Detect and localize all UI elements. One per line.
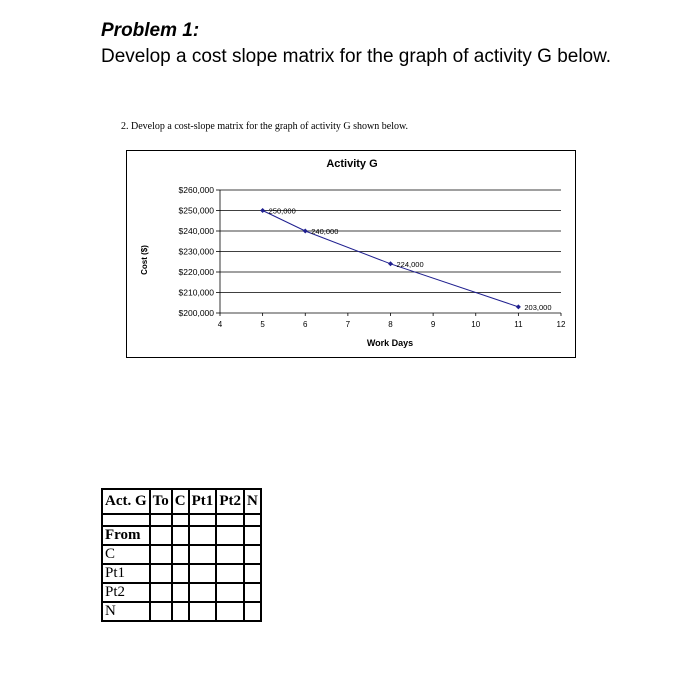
x-tick-label: 7 — [345, 320, 351, 329]
matrix-cell[interactable] — [216, 526, 244, 545]
chart-title: Activity G — [326, 158, 378, 170]
y-tick-label: $210,000 — [178, 287, 214, 298]
matrix-header-act: Act. G — [102, 489, 150, 514]
matrix-header-to: To — [150, 489, 172, 514]
x-tick-label: 4 — [217, 320, 223, 329]
y-tick-label: $250,000 — [178, 205, 214, 216]
data-label: 250,000 — [268, 206, 296, 216]
matrix-row-n — [102, 602, 261, 621]
matrix-cell[interactable] — [150, 545, 172, 564]
problem-text: Develop a cost slope matrix for the graph of activity G below. — [101, 46, 612, 67]
matrix-cell[interactable] — [216, 583, 244, 602]
matrix-cell[interactable] — [244, 564, 261, 583]
matrix-cell[interactable] — [189, 583, 217, 602]
matrix-gap-row — [102, 514, 261, 526]
matrix-header-n: N — [244, 489, 261, 514]
matrix-cell[interactable] — [172, 545, 189, 564]
matrix-cell[interactable] — [172, 583, 189, 602]
matrix-row-pt1 — [102, 564, 261, 583]
matrix-cell[interactable] — [150, 602, 172, 621]
matrix-cell[interactable] — [244, 583, 261, 602]
problem-title: Problem 1: — [101, 20, 200, 41]
matrix-header-c: C — [172, 489, 189, 514]
y-tick-label: $230,000 — [178, 246, 214, 257]
matrix-row-label: N — [102, 602, 150, 621]
y-axis-label: Cost ($) — [140, 245, 149, 275]
y-tick-label: $240,000 — [178, 226, 214, 236]
matrix-cell[interactable] — [244, 602, 261, 621]
matrix-cell[interactable] — [172, 564, 189, 583]
matrix-cell[interactable] — [189, 602, 217, 621]
matrix-header-pt2: Pt2 — [216, 489, 244, 514]
matrix-row-label: Pt2 — [102, 583, 150, 602]
x-tick-label: 9 — [430, 320, 436, 329]
matrix-cell[interactable] — [189, 564, 217, 583]
y-tick-label: $260,000 — [178, 185, 214, 195]
matrix-cell[interactable] — [216, 545, 244, 564]
y-tick-label: $220,000 — [178, 267, 214, 277]
cost-slope-matrix — [101, 488, 262, 622]
activity-g-chart — [126, 150, 576, 358]
sub-instruction: 2. Develop a cost-slope matrix for the graph of activity G shown below. — [121, 121, 409, 132]
matrix-row-c — [102, 545, 261, 564]
x-tick-label: 11 — [514, 320, 523, 329]
data-label: 224,000 — [396, 259, 424, 269]
matrix-cell[interactable] — [244, 526, 261, 545]
matrix-row-label: C — [102, 545, 150, 564]
matrix-cell[interactable] — [150, 564, 172, 583]
x-tick-label: 6 — [303, 320, 308, 329]
matrix-row-label: Pt1 — [102, 564, 150, 583]
matrix-from-label: From — [102, 526, 150, 545]
data-label: 203,000 — [524, 302, 552, 312]
matrix-cell[interactable] — [172, 602, 189, 621]
x-tick-label: 8 — [388, 320, 393, 329]
matrix-cell[interactable] — [189, 545, 217, 564]
matrix-cell[interactable] — [216, 602, 244, 621]
y-tick-label: $200,000 — [178, 308, 214, 318]
matrix-header-row — [102, 489, 261, 514]
matrix-from-row — [102, 526, 261, 545]
matrix-cell[interactable] — [150, 526, 172, 545]
matrix-header-pt1: Pt1 — [189, 489, 217, 514]
matrix-cell[interactable] — [244, 545, 261, 564]
matrix-cell[interactable] — [172, 526, 189, 545]
x-tick-label: 10 — [471, 320, 481, 329]
data-label: 240,000 — [311, 227, 339, 236]
x-tick-label: 5 — [260, 320, 265, 329]
x-axis-label: Work Days — [366, 338, 414, 348]
matrix-cell[interactable] — [189, 526, 217, 545]
matrix-cell[interactable] — [216, 564, 244, 583]
x-tick-label: 12 — [556, 320, 566, 329]
matrix-cell[interactable] — [150, 583, 172, 602]
matrix-row-pt2 — [102, 583, 261, 602]
